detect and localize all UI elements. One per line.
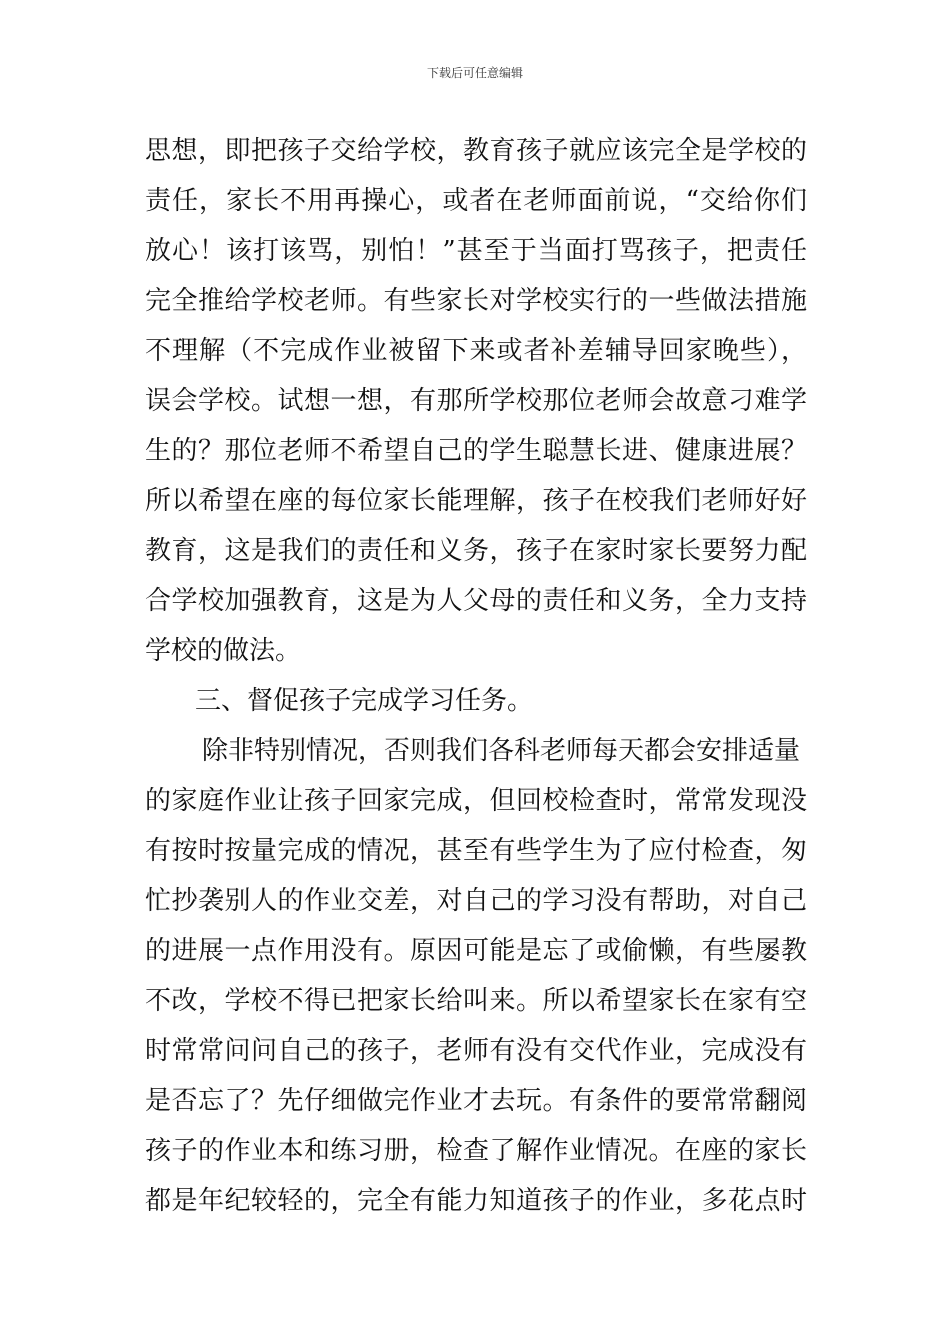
text-line: 是否忘了？先仔细做完作业才去玩。有条件的要常常翻阅 bbox=[145, 1086, 807, 1116]
text-line: 孩子的作业本和练习册，检查了解作业情况。在座的家长 bbox=[145, 1136, 807, 1166]
text-line: 都是年纪较轻的，完全有能力知道孩子的作业，多花点时 bbox=[145, 1186, 807, 1216]
section-heading-3: 三、督促孩子完成学习任务。 bbox=[195, 686, 534, 716]
text-line: 除非特别情况，否则我们各科老师每天都会安排适量 bbox=[202, 736, 801, 766]
text-line: 时常常问问自己的孩子，老师有没有交代作业，完成没有 bbox=[145, 1036, 807, 1066]
text-line: 思想，即把孩子交给学校，教育孩子就应该完全是学校的 bbox=[145, 136, 807, 166]
text-line: 不改，学校不得已把家长给叫来。所以希望家长在家有空 bbox=[145, 986, 807, 1016]
text-line: 的进展一点作用没有。原因可能是忘了或偷懒，有些屡教 bbox=[145, 936, 807, 966]
page-header-note: 下载后可任意编辑 bbox=[426, 66, 523, 80]
text-line: 学校的做法。 bbox=[145, 636, 302, 666]
text-line: 放心！该打该骂，别怕！”甚至于当面打骂孩子，把责任 bbox=[145, 236, 807, 266]
text-line: 完全推给学校老师。有些家长对学校实行的一些做法措施 bbox=[145, 286, 807, 316]
paragraph-responsibility bbox=[145, 126, 807, 676]
text-line: 的家庭作业让孩子回家完成，但回校检查时，常常发现没 bbox=[145, 786, 807, 816]
text-line: 误会学校。试想一想，有那所学校那位老师会故意刁难学 bbox=[145, 386, 807, 416]
text-line: 所以希望在座的每位家长能理解，孩子在校我们老师好好 bbox=[145, 486, 807, 516]
text-line: 教育，这是我们的责任和义务，孩子在家时家长要努力配 bbox=[145, 536, 807, 566]
text-line: 忙抄袭别人的作业交差，对自己的学习没有帮助，对自己 bbox=[145, 886, 807, 916]
text-line: 有按时按量完成的情况，甚至有些学生为了应付检查，匆 bbox=[145, 836, 807, 866]
text-line: 不理解（不完成作业被留下来或者补差辅导回家晚些）， bbox=[145, 336, 807, 366]
paragraph-homework bbox=[145, 726, 807, 1226]
text-line: 合学校加强教育，这是为人父母的责任和义务，全力支持 bbox=[145, 586, 807, 616]
text-line: 责任，家长不用再操心，或者在老师面前说，“交给你们 bbox=[145, 186, 807, 216]
text-line: 生的？那位老师不希望自己的学生聪慧长进、健康进展？ bbox=[145, 436, 807, 466]
